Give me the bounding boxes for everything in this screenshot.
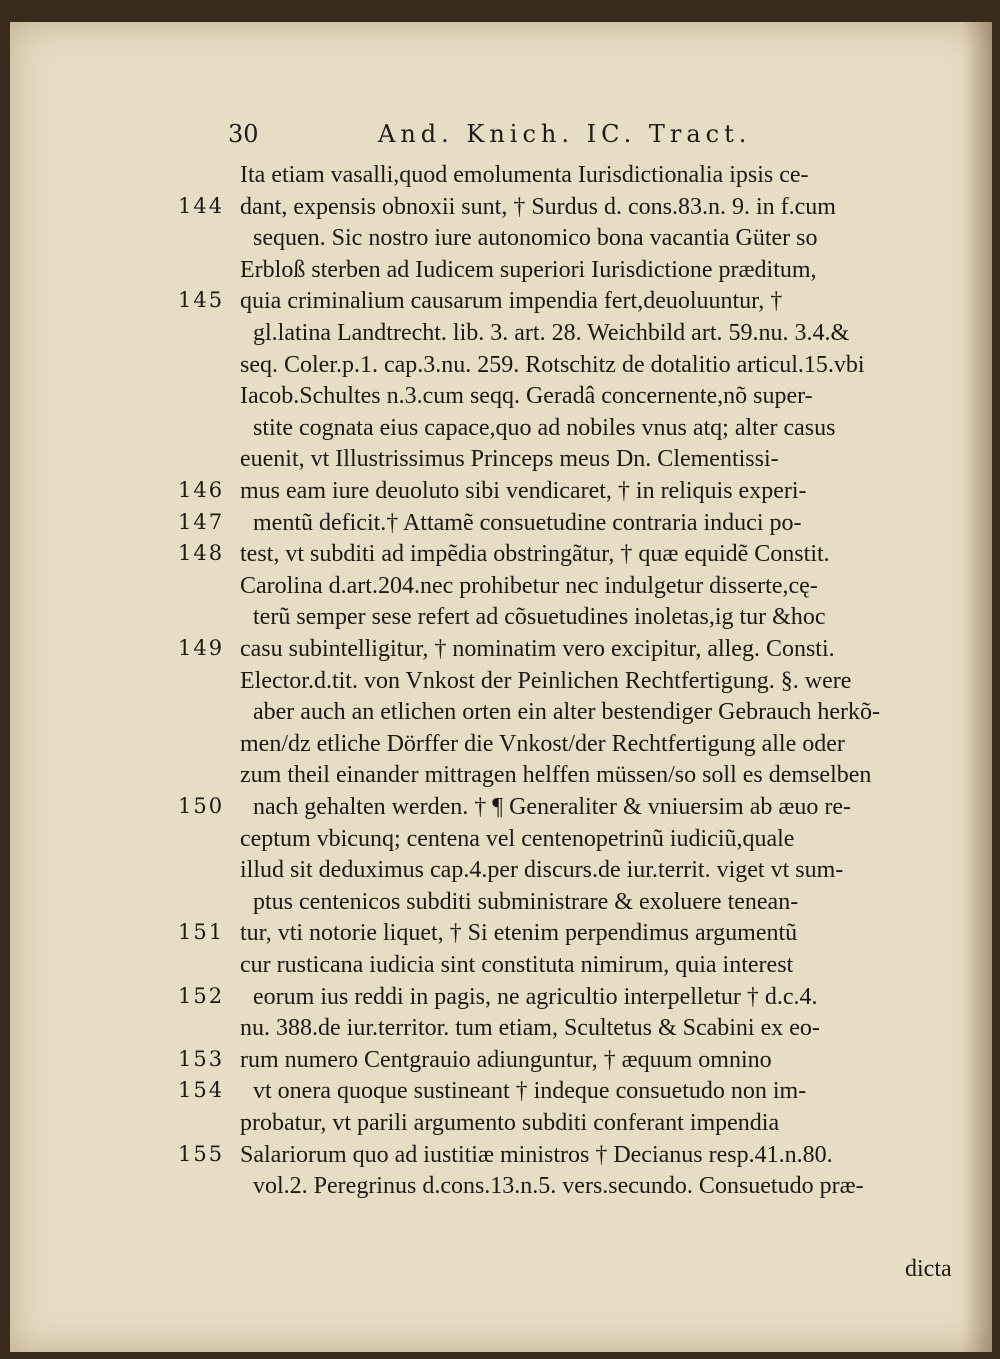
- text-line: [10, 1047, 992, 1083]
- line-text: casu subintelligitur, † nominatim vero excipitur, alleg. Consti.: [240, 636, 835, 662]
- marginal-number: 144: [178, 193, 225, 218]
- book-page: [10, 22, 992, 1352]
- text-line: [10, 1078, 992, 1114]
- line-text: Carolina d.art.204.nec prohibetur nec indulgetur disserte,cę-: [240, 572, 818, 599]
- line-text: eorum ius reddi in pagis, ne agricultio interpelletur † d.c.4.: [253, 983, 818, 1010]
- line-text: ptus centenicos subditi subministrare & exoluere tenean-: [253, 888, 799, 915]
- text-line: [10, 1015, 992, 1051]
- text-line: [10, 225, 992, 261]
- line-text: Iacob.Schultes n.3.cum seqq. Geradâ concernente,nõ super-: [240, 383, 813, 410]
- marginal-number: 155: [178, 1141, 225, 1166]
- line-text: dant, expensis obnoxii sunt, † Surdus d. cons.83.n. 9. in f.cum: [240, 193, 836, 220]
- line-text: probatur, vt parili argumento subditi conferant impendia: [240, 1110, 780, 1136]
- marginal-number: 149: [178, 636, 225, 660]
- line-text: tur, vti notorie liquet, † Si etenim perpendimus argumentũ: [240, 920, 798, 947]
- line-text: nach gehalten werden. † ¶ Generaliter & vniuersim ab æuo re-: [253, 794, 851, 820]
- marginal-number: 153: [178, 1046, 225, 1071]
- line-text: mus eam iure deuoluto sibi vendicaret, † in reliquis experi-: [240, 478, 807, 504]
- line-text: vt onera quoque sustineant † indeque consuetudo non im-: [253, 1078, 807, 1105]
- text-line: [10, 478, 992, 514]
- line-text: Elector.d.tit. von Vnkost der Peinlichen Rechtfertigung. §. were: [240, 667, 852, 694]
- catchword: dicta: [905, 1256, 952, 1282]
- text-line: [10, 541, 992, 577]
- line-text: stite cognata eius capace,quo ad nobiles vnus atq; alter casus: [253, 414, 836, 441]
- text-line: [10, 194, 992, 230]
- line-text: seq. Coler.p.1. cap.3.nu. 259. Rotschitz de dotalitio articul.15.vbi: [240, 351, 865, 378]
- running-title: And. Knich. IC. Tract.: [378, 120, 752, 148]
- marginal-number: 151: [178, 920, 225, 945]
- line-text: mentũ deficit.† Attamẽ consuetudine contraria induci po-: [253, 509, 802, 536]
- line-text: vol.2. Peregrinus d.cons.13.n.5. vers.secundo. Consuetudo præ-: [253, 1173, 864, 1200]
- text-line: [10, 352, 992, 388]
- text-line: [10, 984, 992, 1020]
- text-line: [10, 731, 992, 767]
- marginal-number: 145: [178, 288, 225, 313]
- line-text: aber auch an etlichen orten ein alter bestendiger Gebrauch herkõ-: [253, 699, 881, 726]
- text-line: [10, 699, 992, 735]
- marginal-number: 146: [178, 478, 225, 502]
- line-text: Salariorum quo ad iustitiæ ministros † Decianus resp.41.n.80.: [240, 1141, 833, 1168]
- line-text: nu. 388.de iur.territor. tum etiam, Scultetus & Scabini ex eo-: [240, 1015, 820, 1042]
- text-line: [10, 794, 992, 830]
- text-line: [10, 636, 992, 672]
- line-text: sequen. Sic nostro iure autonomico bona vacantia Güter so: [253, 225, 818, 252]
- text-line: [10, 920, 992, 956]
- text-line: [10, 604, 992, 640]
- line-text: euenit, vt Illustrissimus Princeps meus Dn. Clementissi-: [240, 446, 779, 473]
- line-text: gl.latina Landtrecht. lib. 3. art. 28. Weichbild art. 59.nu. 3.4.&: [253, 320, 850, 346]
- line-text: cur rusticana iudicia sint constituta nimirum, quia interest: [240, 952, 794, 978]
- line-text: zum theil einander mittragen helffen müssen/so soll es demselben: [240, 762, 872, 789]
- text-line: [10, 826, 992, 862]
- line-text: test, vt subditi ad impẽdia obstringãtur, † quæ equidẽ Constit.: [240, 541, 830, 568]
- text-line: [10, 446, 992, 482]
- line-text: quia criminalium causarum impendia fert,deuoluuntur, †: [240, 288, 783, 315]
- text-line: [10, 257, 992, 293]
- marginal-number: 154: [178, 1078, 225, 1103]
- text-line: [10, 1173, 992, 1209]
- text-line: [10, 573, 992, 609]
- marginal-number: 150: [178, 794, 225, 818]
- text-line: [10, 1142, 992, 1178]
- running-header: [228, 120, 751, 148]
- text-line: [10, 383, 992, 419]
- marginal-number: 148: [178, 541, 225, 566]
- text-line: [10, 415, 992, 451]
- text-line: [10, 668, 992, 704]
- line-text: rum numero Centgrauio adiunguntur, † æquum omnino: [240, 1046, 772, 1073]
- line-text: Erbloß sterben ad Iudicem superiori Iurisdictione præditum,: [240, 256, 817, 283]
- text-line: [10, 762, 992, 798]
- line-text: terũ semper sese refert ad cõsuetudines inoletas,ig tur &hoc: [253, 604, 826, 631]
- marginal-number: 147: [178, 509, 225, 534]
- line-text: Ita etiam vasalli,quod emolumenta Iurisdictionalia ipsis ce-: [240, 162, 809, 188]
- text-line: [10, 889, 992, 925]
- marginal-number: 152: [178, 983, 225, 1008]
- text-line: [10, 510, 992, 546]
- text-line: [10, 952, 992, 988]
- text-line: [10, 857, 992, 893]
- text-line: [10, 1110, 992, 1146]
- line-text: men/dz etliche Dörffer die Vnkost/der Rechtfertigung alle oder: [240, 730, 845, 757]
- page-number: 30: [228, 120, 259, 148]
- text-line: [10, 162, 992, 198]
- text-line: [10, 320, 992, 356]
- line-text: ceptum vbicunq; centena vel centenopetrinũ iudiciũ,quale: [240, 825, 795, 852]
- line-text: illud sit deduximus cap.4.per discurs.de iur.territ. viget vt sum-: [240, 857, 844, 884]
- text-line: [10, 288, 992, 324]
